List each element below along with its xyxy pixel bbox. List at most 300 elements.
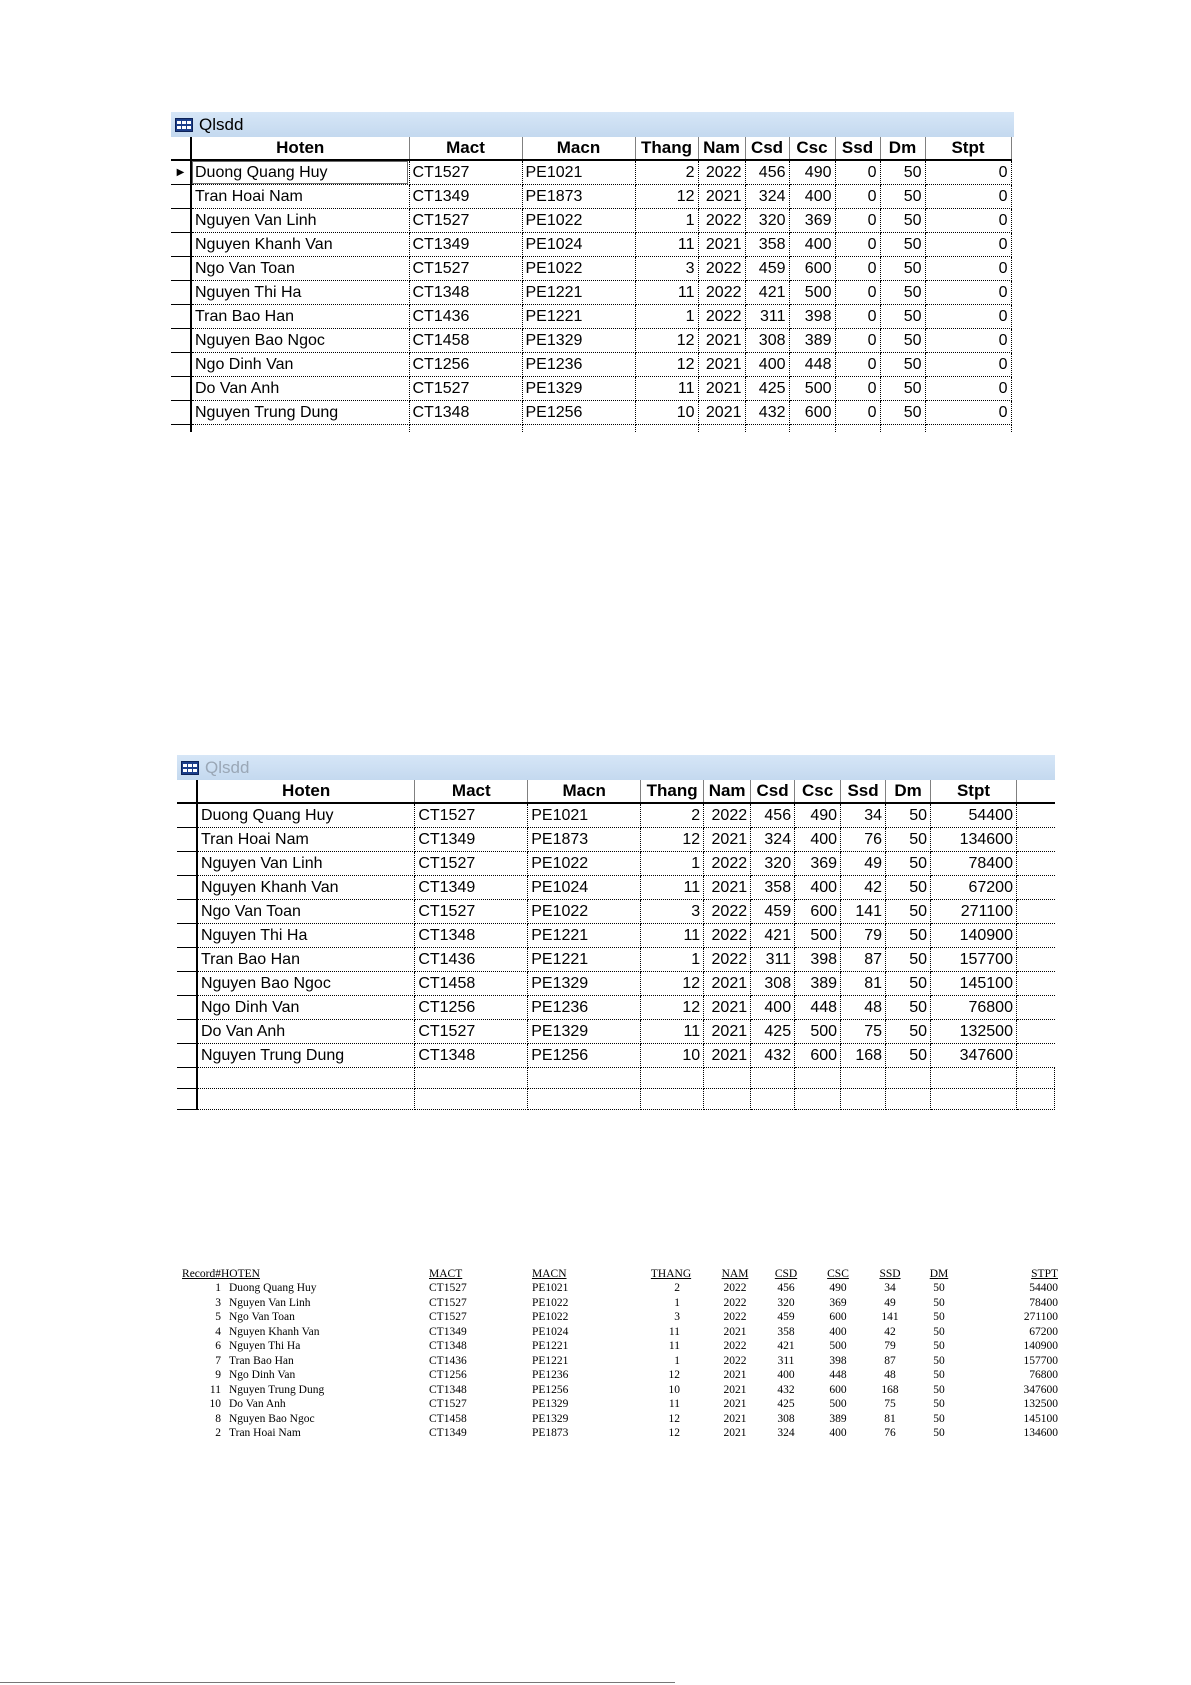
cell-dm[interactable]: 50 — [880, 185, 925, 209]
table-row[interactable] — [171, 160, 1011, 185]
cell-mact[interactable]: CT1527 — [409, 209, 522, 233]
empty-row[interactable] — [177, 1068, 1055, 1089]
empty-cell[interactable] — [197, 1068, 415, 1089]
cell-dm[interactable]: 50 — [886, 1020, 931, 1044]
cell-ssd[interactable]: 81 — [841, 972, 886, 996]
cell-csc[interactable]: 400 — [789, 233, 835, 257]
column-header-mact[interactable]: Mact — [409, 137, 522, 160]
cell-stpt[interactable]: 67200 — [931, 876, 1017, 900]
cell-nam[interactable]: 2022 — [698, 281, 745, 305]
cell-mact[interactable]: CT1349 — [409, 185, 522, 209]
cell-hoten[interactable]: Nguyen Khanh Van — [197, 876, 415, 900]
cell-nam[interactable]: 2022 — [698, 160, 745, 185]
cell-stpt[interactable]: 145100 — [931, 972, 1017, 996]
cell-macn[interactable]: PE1236 — [528, 996, 641, 1020]
cell-thang[interactable]: 11 — [641, 924, 704, 948]
cell-dm[interactable]: 50 — [886, 996, 931, 1020]
cell-nam[interactable]: 2021 — [698, 401, 745, 425]
cell-macn[interactable]: PE1221 — [522, 305, 635, 329]
cell-csc[interactable]: 600 — [795, 1044, 841, 1068]
cell-thang[interactable]: 11 — [641, 876, 704, 900]
empty-row[interactable] — [171, 425, 1011, 433]
cell-csc[interactable]: 398 — [789, 305, 835, 329]
cell-csc[interactable]: 500 — [789, 377, 835, 401]
cell-csc[interactable]: 500 — [795, 1020, 841, 1044]
cell-csd[interactable]: 425 — [751, 1020, 795, 1044]
cell-nam[interactable]: 2022 — [704, 900, 751, 924]
empty-cell[interactable] — [835, 425, 880, 433]
cell-nam[interactable]: 2021 — [704, 828, 751, 852]
table-row[interactable] — [177, 996, 1055, 1020]
cell-dm[interactable]: 50 — [880, 281, 925, 305]
cell-dm[interactable]: 50 — [886, 828, 931, 852]
column-header-macn[interactable]: Macn — [522, 137, 635, 160]
cell-csd[interactable]: 421 — [745, 281, 789, 305]
cell-csc[interactable]: 398 — [795, 948, 841, 972]
column-header-mact[interactable]: Mact — [415, 780, 528, 803]
cell-thang[interactable]: 1 — [635, 209, 698, 233]
cell-nam[interactable]: 2021 — [704, 1044, 751, 1068]
column-header-dm[interactable]: Dm — [880, 137, 925, 160]
row-selector[interactable] — [177, 948, 197, 972]
cell-csc[interactable]: 490 — [795, 803, 841, 828]
cell-nam[interactable]: 2021 — [704, 996, 751, 1020]
cell-nam[interactable]: 2021 — [698, 377, 745, 401]
cell-thang[interactable]: 12 — [635, 353, 698, 377]
cell-stpt[interactable]: 0 — [925, 160, 1011, 185]
cell-mact[interactable]: CT1527 — [415, 803, 528, 828]
cell-dm[interactable]: 50 — [880, 377, 925, 401]
cell-dm[interactable]: 50 — [886, 1044, 931, 1068]
empty-cell[interactable] — [745, 425, 789, 433]
cell-csd[interactable]: 400 — [751, 996, 795, 1020]
cell-mact[interactable]: CT1458 — [415, 972, 528, 996]
cell-hoten[interactable]: Nguyen Trung Dung — [191, 401, 409, 425]
cell-stpt[interactable]: 0 — [925, 377, 1011, 401]
cell-csc[interactable]: 600 — [789, 257, 835, 281]
cell-csd[interactable]: 456 — [751, 803, 795, 828]
empty-cell[interactable] — [177, 1089, 197, 1110]
cell-hoten[interactable]: Nguyen Bao Ngoc — [191, 329, 409, 353]
column-header-csd[interactable]: Csd — [751, 780, 795, 803]
empty-cell[interactable] — [880, 425, 925, 433]
cell-hoten[interactable]: Tran Bao Han — [197, 948, 415, 972]
cell-stpt[interactable]: 0 — [925, 257, 1011, 281]
cell-macn[interactable]: PE1022 — [522, 209, 635, 233]
row-selector[interactable] — [177, 1020, 197, 1044]
cell-csd[interactable]: 432 — [745, 401, 789, 425]
records-grid[interactable] — [171, 137, 1012, 432]
cell-macn[interactable]: PE1022 — [522, 257, 635, 281]
empty-cell[interactable] — [751, 1068, 795, 1089]
cell-csd[interactable]: 320 — [751, 852, 795, 876]
table-row[interactable] — [177, 924, 1055, 948]
cell-macn[interactable]: PE1236 — [522, 353, 635, 377]
empty-cell[interactable] — [1016, 1068, 1054, 1089]
table-row[interactable] — [177, 948, 1055, 972]
column-header-thang[interactable]: Thang — [635, 137, 698, 160]
cell-hoten[interactable]: Tran Hoai Nam — [191, 185, 409, 209]
cell-macn[interactable]: PE1873 — [522, 185, 635, 209]
table-row[interactable] — [171, 233, 1011, 257]
row-selector[interactable] — [177, 803, 197, 828]
empty-cell[interactable] — [841, 1068, 886, 1089]
cell-thang[interactable]: 12 — [641, 996, 704, 1020]
cell-ssd[interactable]: 48 — [841, 996, 886, 1020]
cell-thang[interactable]: 1 — [641, 852, 704, 876]
cell-nam[interactable]: 2022 — [704, 803, 751, 828]
cell-ssd[interactable]: 0 — [835, 233, 880, 257]
table-row[interactable] — [177, 900, 1055, 924]
cell-stpt[interactable]: 347600 — [931, 1044, 1017, 1068]
cell-csc[interactable]: 600 — [789, 401, 835, 425]
cell-csd[interactable]: 320 — [745, 209, 789, 233]
cell-ssd[interactable]: 42 — [841, 876, 886, 900]
column-header-hoten[interactable]: Hoten — [197, 780, 415, 803]
cell-mact[interactable]: CT1348 — [409, 281, 522, 305]
row-selector[interactable] — [171, 329, 191, 353]
cell-ssd[interactable]: 0 — [835, 209, 880, 233]
cell-macn[interactable]: PE1022 — [528, 900, 641, 924]
cell-ssd[interactable]: 0 — [835, 353, 880, 377]
cell-hoten[interactable]: Do Van Anh — [191, 377, 409, 401]
cell-csc[interactable]: 500 — [789, 281, 835, 305]
cell-ssd[interactable]: 76 — [841, 828, 886, 852]
cell-stpt[interactable]: 0 — [925, 185, 1011, 209]
cell-thang[interactable]: 12 — [641, 972, 704, 996]
table-row[interactable] — [171, 329, 1011, 353]
table-row[interactable] — [171, 305, 1011, 329]
cell-stpt[interactable]: 134600 — [931, 828, 1017, 852]
cell-dm[interactable]: 50 — [880, 209, 925, 233]
cell-dm[interactable]: 50 — [880, 401, 925, 425]
cell-mact[interactable]: CT1349 — [415, 828, 528, 852]
cell-nam[interactable]: 2022 — [698, 209, 745, 233]
cell-ssd[interactable]: 141 — [841, 900, 886, 924]
row-selector[interactable] — [171, 377, 191, 401]
cell-ssd[interactable]: 0 — [835, 401, 880, 425]
cell-dm[interactable]: 50 — [880, 257, 925, 281]
column-header-macn[interactable]: Macn — [528, 780, 641, 803]
cell-mact[interactable]: CT1527 — [409, 257, 522, 281]
window-title-bar[interactable] — [171, 112, 1014, 137]
empty-cell[interactable] — [197, 1089, 415, 1110]
empty-cell[interactable] — [841, 1089, 886, 1110]
cell-stpt[interactable]: 54400 — [931, 803, 1017, 828]
cell-nam[interactable]: 2021 — [704, 1020, 751, 1044]
cell-thang[interactable]: 12 — [641, 828, 704, 852]
cell-macn[interactable]: PE1873 — [528, 828, 641, 852]
cell-hoten[interactable]: Tran Hoai Nam — [197, 828, 415, 852]
cell-csd[interactable]: 432 — [751, 1044, 795, 1068]
cell-stpt[interactable]: 0 — [925, 329, 1011, 353]
cell-csc[interactable]: 400 — [789, 185, 835, 209]
empty-cell[interactable] — [171, 425, 191, 433]
cell-stpt[interactable]: 271100 — [931, 900, 1017, 924]
empty-cell[interactable] — [886, 1068, 931, 1089]
empty-cell[interactable] — [641, 1068, 704, 1089]
cell-dm[interactable]: 50 — [880, 329, 925, 353]
cell-hoten[interactable]: Duong Quang Huy — [191, 160, 409, 185]
empty-cell[interactable] — [191, 425, 409, 433]
column-header-ssd[interactable]: Ssd — [835, 137, 880, 160]
column-header-csc[interactable]: Csc — [789, 137, 835, 160]
empty-cell[interactable] — [704, 1068, 751, 1089]
cell-stpt[interactable]: 140900 — [931, 924, 1017, 948]
cell-thang[interactable]: 10 — [641, 1044, 704, 1068]
cell-csd[interactable]: 311 — [745, 305, 789, 329]
row-selector[interactable] — [177, 900, 197, 924]
cell-mact[interactable]: CT1527 — [415, 1020, 528, 1044]
cell-stpt[interactable]: 0 — [925, 401, 1011, 425]
column-header-stpt[interactable]: Stpt — [925, 137, 1011, 160]
cell-thang[interactable]: 3 — [641, 900, 704, 924]
column-header-ssd[interactable]: Ssd — [841, 780, 886, 803]
table-row[interactable] — [171, 353, 1011, 377]
cell-mact[interactable]: CT1348 — [409, 401, 522, 425]
cell-dm[interactable]: 50 — [880, 305, 925, 329]
cell-csd[interactable]: 459 — [745, 257, 789, 281]
empty-cell[interactable] — [641, 1089, 704, 1110]
cell-hoten[interactable]: Ngo Van Toan — [191, 257, 409, 281]
cell-hoten[interactable]: Nguyen Van Linh — [197, 852, 415, 876]
cell-stpt[interactable]: 76800 — [931, 996, 1017, 1020]
row-selector[interactable] — [171, 281, 191, 305]
cell-stpt[interactable]: 0 — [925, 281, 1011, 305]
cell-thang[interactable]: 12 — [635, 185, 698, 209]
cell-hoten[interactable]: Duong Quang Huy — [197, 803, 415, 828]
cell-hoten[interactable]: Nguyen Van Linh — [191, 209, 409, 233]
column-header-stpt[interactable]: Stpt — [931, 780, 1017, 803]
window-title-bar[interactable] — [177, 755, 1055, 780]
cell-ssd[interactable]: 49 — [841, 852, 886, 876]
empty-cell[interactable] — [931, 1089, 1017, 1110]
cell-mact[interactable]: CT1436 — [409, 305, 522, 329]
cell-macn[interactable]: PE1329 — [522, 377, 635, 401]
cell-dm[interactable]: 50 — [886, 972, 931, 996]
cell-csc[interactable]: 369 — [795, 852, 841, 876]
table-row[interactable] — [171, 209, 1011, 233]
cell-nam[interactable]: 2022 — [698, 305, 745, 329]
row-selector[interactable] — [171, 209, 191, 233]
cell-mact[interactable]: CT1527 — [409, 160, 522, 185]
column-header-hoten[interactable]: Hoten — [191, 137, 409, 160]
cell-nam[interactable]: 2021 — [704, 972, 751, 996]
cell-thang[interactable]: 2 — [641, 803, 704, 828]
cell-mact[interactable]: CT1527 — [409, 377, 522, 401]
cell-hoten[interactable]: Nguyen Trung Dung — [197, 1044, 415, 1068]
cell-csc[interactable]: 389 — [795, 972, 841, 996]
cell-macn[interactable]: PE1329 — [528, 972, 641, 996]
cell-ssd[interactable]: 168 — [841, 1044, 886, 1068]
cell-thang[interactable]: 1 — [635, 305, 698, 329]
cell-nam[interactable]: 2022 — [704, 924, 751, 948]
cell-csc[interactable]: 490 — [789, 160, 835, 185]
row-selector[interactable] — [171, 401, 191, 425]
cell-csc[interactable]: 389 — [789, 329, 835, 353]
cell-macn[interactable]: PE1221 — [528, 924, 641, 948]
table-row[interactable] — [177, 972, 1055, 996]
table-row[interactable] — [177, 828, 1055, 852]
cell-mact[interactable]: CT1458 — [409, 329, 522, 353]
row-selector[interactable] — [171, 257, 191, 281]
cell-ssd[interactable]: 0 — [835, 257, 880, 281]
column-header-nam[interactable]: Nam — [698, 137, 745, 160]
row-selector[interactable] — [171, 185, 191, 209]
row-selector[interactable] — [171, 353, 191, 377]
cell-nam[interactable]: 2022 — [704, 852, 751, 876]
table-row[interactable] — [177, 1020, 1055, 1044]
empty-cell[interactable] — [886, 1089, 931, 1110]
cell-hoten[interactable]: Nguyen Thi Ha — [197, 924, 415, 948]
cell-csd[interactable]: 459 — [751, 900, 795, 924]
cell-thang[interactable]: 11 — [635, 377, 698, 401]
cell-ssd[interactable]: 0 — [835, 160, 880, 185]
table-row[interactable] — [171, 281, 1011, 305]
cell-nam[interactable]: 2021 — [698, 353, 745, 377]
cell-nam[interactable]: 2022 — [698, 257, 745, 281]
row-selector[interactable] — [177, 852, 197, 876]
cell-csd[interactable]: 308 — [745, 329, 789, 353]
cell-dm[interactable]: 50 — [880, 353, 925, 377]
empty-cell[interactable] — [409, 425, 522, 433]
cell-csd[interactable]: 311 — [751, 948, 795, 972]
cell-macn[interactable]: PE1024 — [522, 233, 635, 257]
cell-macn[interactable]: PE1024 — [528, 876, 641, 900]
empty-cell[interactable] — [1016, 1089, 1054, 1110]
cell-mact[interactable]: CT1436 — [415, 948, 528, 972]
cell-stpt[interactable]: 78400 — [931, 852, 1017, 876]
table-row[interactable] — [171, 377, 1011, 401]
cell-nam[interactable]: 2021 — [698, 185, 745, 209]
empty-cell[interactable] — [415, 1068, 528, 1089]
cell-dm[interactable]: 50 — [886, 924, 931, 948]
cell-thang[interactable]: 2 — [635, 160, 698, 185]
column-header-csc[interactable]: Csc — [795, 780, 841, 803]
cell-mact[interactable]: CT1348 — [415, 1044, 528, 1068]
row-selector[interactable] — [177, 1044, 197, 1068]
cell-dm[interactable]: 50 — [886, 948, 931, 972]
cell-hoten[interactable]: Do Van Anh — [197, 1020, 415, 1044]
cell-csd[interactable]: 400 — [745, 353, 789, 377]
column-header-nam[interactable]: Nam — [704, 780, 751, 803]
column-header-dm[interactable]: Dm — [886, 780, 931, 803]
cell-ssd[interactable]: 0 — [835, 185, 880, 209]
row-selector[interactable] — [171, 305, 191, 329]
cell-csc[interactable]: 400 — [795, 828, 841, 852]
cell-ssd[interactable]: 34 — [841, 803, 886, 828]
empty-cell[interactable] — [795, 1068, 841, 1089]
cell-ssd[interactable]: 0 — [835, 377, 880, 401]
cell-nam[interactable]: 2021 — [704, 876, 751, 900]
cell-stpt[interactable]: 0 — [925, 305, 1011, 329]
cell-hoten[interactable]: Ngo Van Toan — [197, 900, 415, 924]
cell-stpt[interactable]: 132500 — [931, 1020, 1017, 1044]
cell-mact[interactable]: CT1527 — [415, 852, 528, 876]
cell-ssd[interactable]: 79 — [841, 924, 886, 948]
cell-csc[interactable]: 448 — [795, 996, 841, 1020]
cell-hoten[interactable]: Ngo Dinh Van — [191, 353, 409, 377]
cell-mact[interactable]: CT1527 — [415, 900, 528, 924]
empty-cell[interactable] — [698, 425, 745, 433]
cell-dm[interactable]: 50 — [880, 233, 925, 257]
cell-csc[interactable]: 400 — [795, 876, 841, 900]
cell-stpt[interactable]: 0 — [925, 233, 1011, 257]
records-grid[interactable] — [177, 780, 1055, 1110]
row-selector[interactable] — [171, 233, 191, 257]
cell-stpt[interactable]: 157700 — [931, 948, 1017, 972]
cell-hoten[interactable]: Nguyen Khanh Van — [191, 233, 409, 257]
cell-dm[interactable]: 50 — [880, 160, 925, 185]
table-row[interactable] — [171, 401, 1011, 425]
empty-cell[interactable] — [789, 425, 835, 433]
row-selector[interactable] — [177, 972, 197, 996]
cell-thang[interactable]: 1 — [641, 948, 704, 972]
table-row[interactable] — [177, 876, 1055, 900]
empty-cell[interactable] — [415, 1089, 528, 1110]
cell-nam[interactable]: 2021 — [698, 233, 745, 257]
cell-csd[interactable]: 421 — [751, 924, 795, 948]
cell-macn[interactable]: PE1021 — [528, 803, 641, 828]
cell-csc[interactable]: 448 — [789, 353, 835, 377]
cell-macn[interactable]: PE1256 — [522, 401, 635, 425]
empty-cell[interactable] — [931, 1068, 1017, 1089]
empty-cell[interactable] — [795, 1089, 841, 1110]
row-selector[interactable] — [177, 924, 197, 948]
column-header-thang[interactable]: Thang — [641, 780, 704, 803]
cell-macn[interactable]: PE1021 — [522, 160, 635, 185]
cell-dm[interactable]: 50 — [886, 803, 931, 828]
cell-csd[interactable]: 324 — [751, 828, 795, 852]
cell-thang[interactable]: 10 — [635, 401, 698, 425]
cell-ssd[interactable]: 0 — [835, 329, 880, 353]
cell-nam[interactable]: 2021 — [698, 329, 745, 353]
cell-macn[interactable]: PE1256 — [528, 1044, 641, 1068]
cell-ssd[interactable]: 87 — [841, 948, 886, 972]
cell-stpt[interactable]: 0 — [925, 209, 1011, 233]
row-selector[interactable] — [177, 828, 197, 852]
empty-cell[interactable] — [704, 1089, 751, 1110]
cell-macn[interactable]: PE1221 — [522, 281, 635, 305]
cell-csc[interactable]: 600 — [795, 900, 841, 924]
cell-csd[interactable]: 358 — [751, 876, 795, 900]
table-row[interactable] — [171, 185, 1011, 209]
cell-csd[interactable]: 425 — [745, 377, 789, 401]
table-row[interactable] — [177, 1044, 1055, 1068]
empty-cell[interactable] — [528, 1068, 641, 1089]
cell-dm[interactable]: 50 — [886, 900, 931, 924]
cell-hoten[interactable]: Nguyen Bao Ngoc — [197, 972, 415, 996]
empty-cell[interactable] — [925, 425, 1011, 433]
cell-mact[interactable]: CT1349 — [409, 233, 522, 257]
table-row[interactable] — [171, 257, 1011, 281]
empty-cell[interactable] — [177, 1068, 197, 1089]
cell-hoten[interactable]: Tran Bao Han — [191, 305, 409, 329]
column-header-csd[interactable]: Csd — [745, 137, 789, 160]
cell-csd[interactable]: 456 — [745, 160, 789, 185]
row-selector[interactable] — [171, 160, 191, 185]
cell-csd[interactable]: 308 — [751, 972, 795, 996]
cell-thang[interactable]: 11 — [635, 281, 698, 305]
cell-mact[interactable]: CT1256 — [415, 996, 528, 1020]
cell-hoten[interactable]: Ngo Dinh Van — [197, 996, 415, 1020]
cell-dm[interactable]: 50 — [886, 876, 931, 900]
row-selector[interactable] — [177, 996, 197, 1020]
table-row[interactable] — [177, 803, 1055, 828]
cell-thang[interactable]: 11 — [641, 1020, 704, 1044]
cell-macn[interactable]: PE1329 — [522, 329, 635, 353]
cell-thang[interactable]: 3 — [635, 257, 698, 281]
